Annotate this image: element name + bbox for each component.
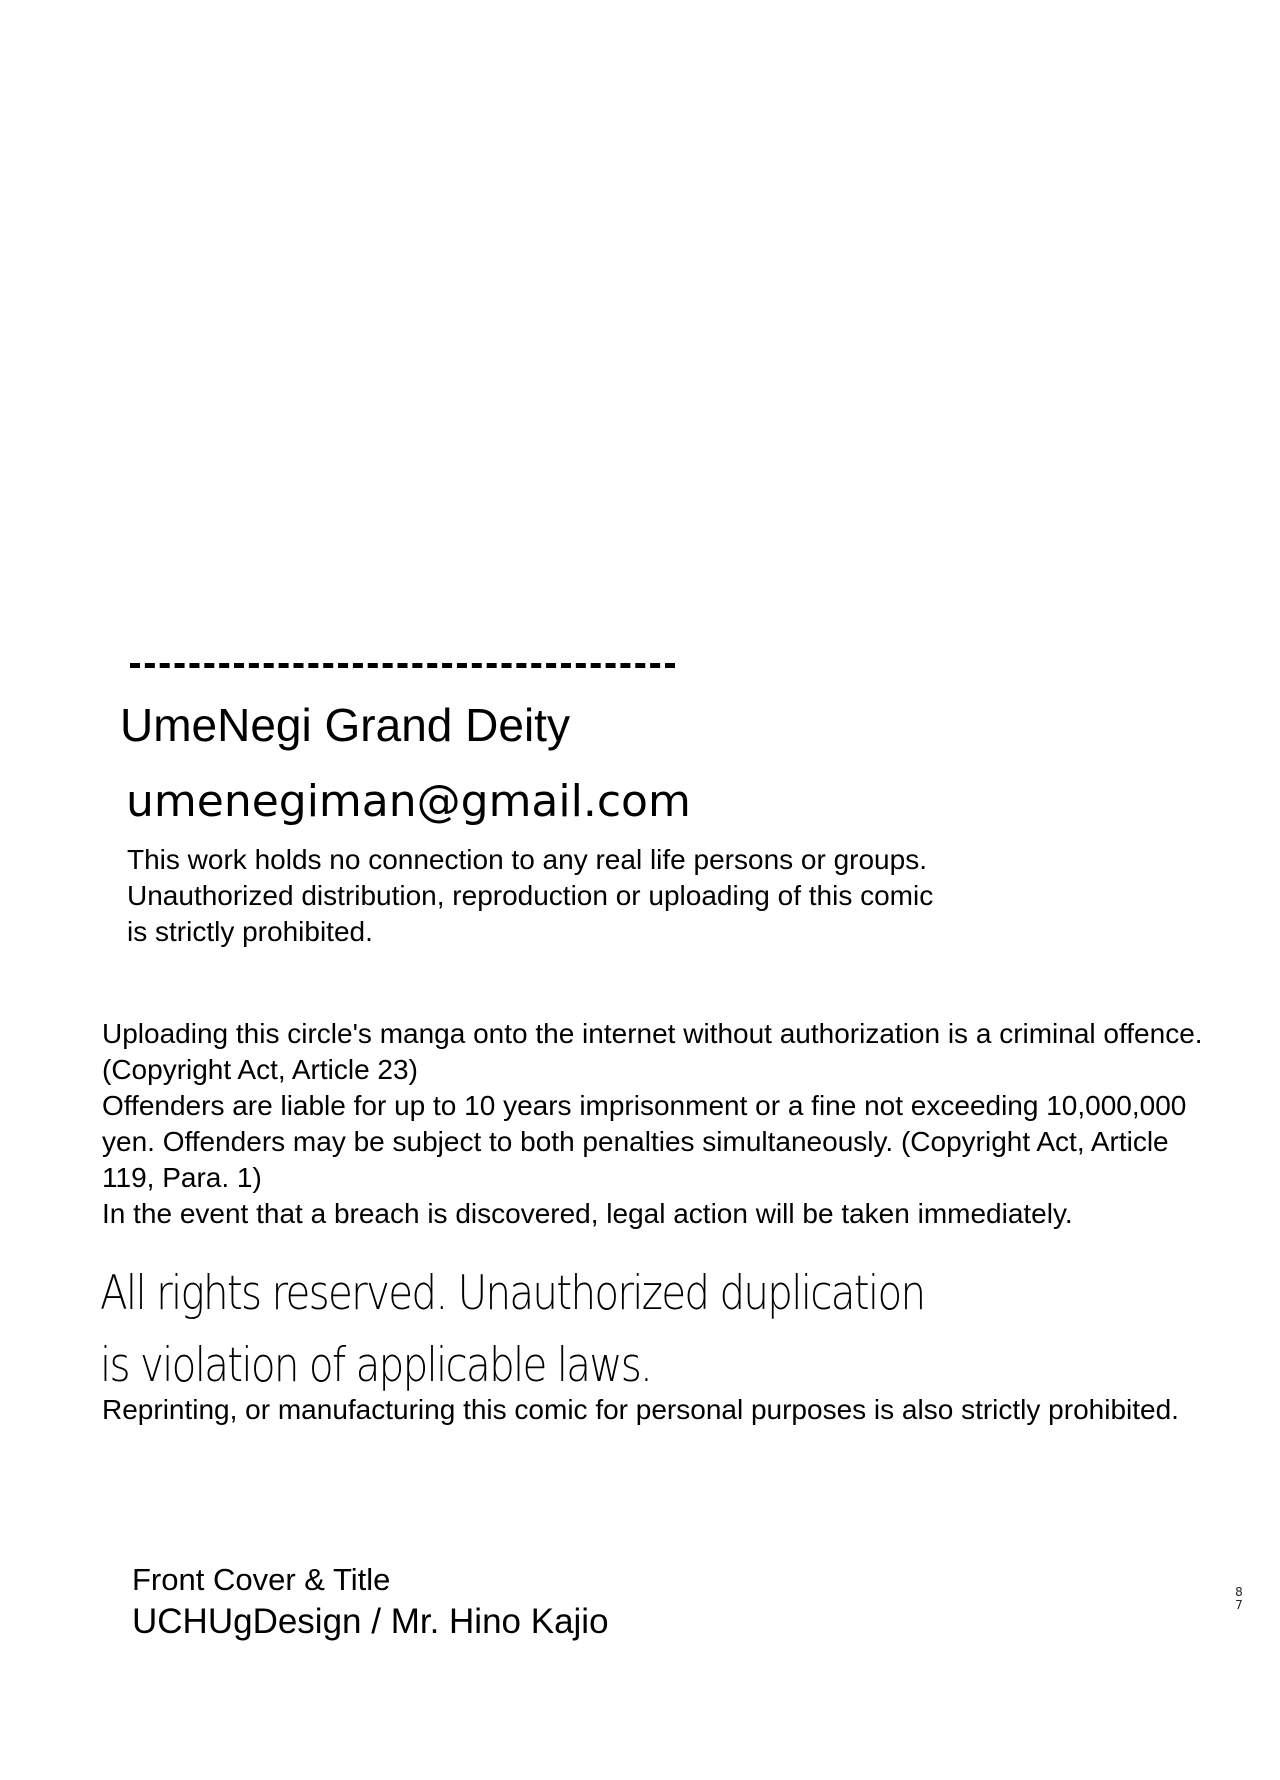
- reprint-line: Reprinting, or manufacturing this comic for personal purposes is also strictly prohibited.: [102, 1394, 1179, 1425]
- credit-names: UCHUgDesign / Mr. Hino Kajio: [132, 1602, 609, 1641]
- rights-line: is violation of applicable laws.: [100, 1338, 652, 1393]
- page-number-digit: 8: [1235, 1585, 1243, 1599]
- credits-block: [132, 1560, 609, 1644]
- contact-email: umenegiman@gmail.com: [126, 776, 691, 827]
- disclaimer-block: [127, 842, 947, 950]
- legal-warning-block: [102, 1016, 1222, 1232]
- dashed-divider: [130, 663, 675, 668]
- page-number: [1232, 1586, 1246, 1612]
- disclaimer-line: Unauthorized distribution, reproduction or uploading of this comic is strictly prohibited.: [127, 880, 934, 947]
- legal-line: Uploading this circle's manga onto the internet without authorization is a criminal offence. (Copyright Act, Article 23): [102, 1018, 1203, 1085]
- circle-name: UmeNegi Grand Deity: [120, 699, 570, 751]
- disclaimer-line: This work holds no connection to any real life persons or groups.: [127, 844, 927, 875]
- reprint-notice: [102, 1392, 1222, 1428]
- rights-reserved-notice: [100, 1258, 924, 1402]
- legal-line: Offenders are liable for up to 10 years imprisonment or a fine not exceeding 10,000,000 yen. Offenders may be subject to both penalties simultaneously. (Copyright Act, Article 119, Para. 1): [102, 1090, 1187, 1193]
- legal-line: In the event that a breach is discovered, legal action will be taken immediately.: [102, 1198, 1073, 1229]
- page-number-digit: 7: [1235, 1598, 1243, 1612]
- credit-role: Front Cover & Title: [132, 1562, 391, 1597]
- rights-line: All rights reserved. Unauthorized duplication: [100, 1266, 925, 1321]
